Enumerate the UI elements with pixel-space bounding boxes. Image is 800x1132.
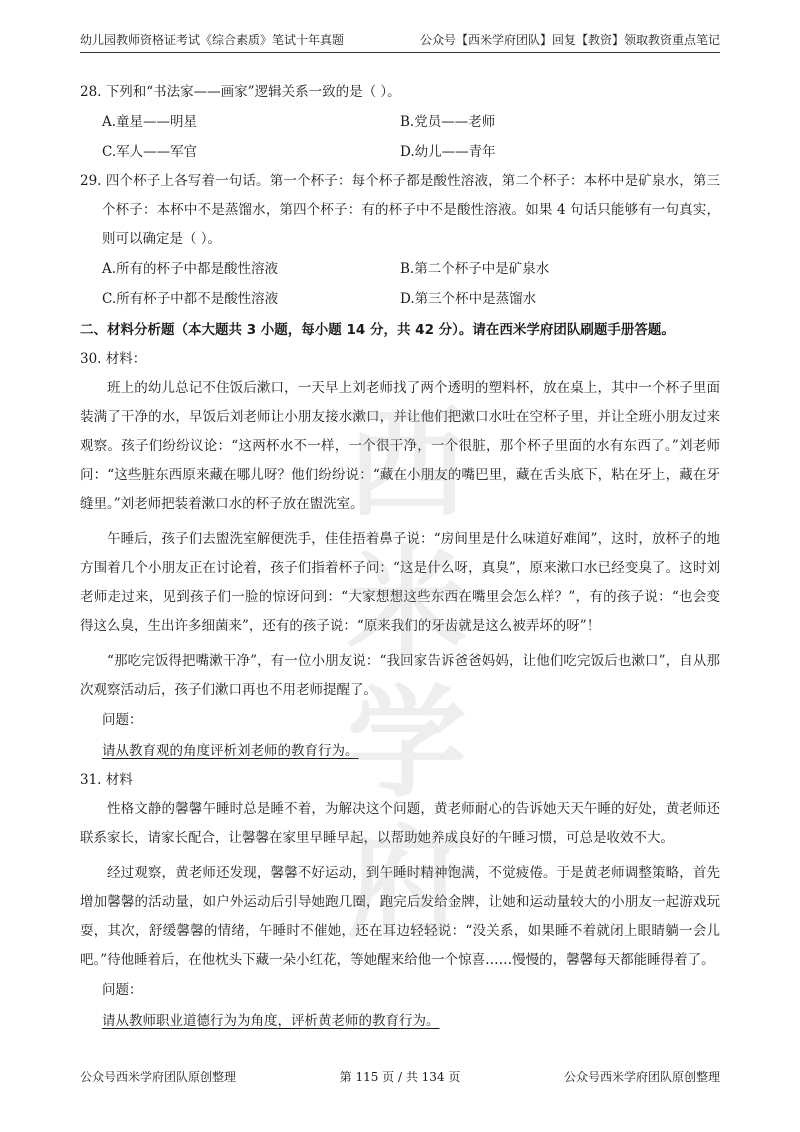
- q31-label: 31. 材料: [80, 772, 133, 788]
- q29-option-d: D.第三个杯中是蒸馏水: [400, 291, 537, 307]
- q30-paragraph: 午睡后，孩子们去盥洗室解便洗手，佳佳捂着鼻子说：“房间里是什么味道好难闻”，这时，放杯子的地方围着几个小朋友正在讨论着，孩子们指着杯子问：“这是什么呀，真臭”，原来漱口水已经变臭了。这时刘老师走过来，见到孩子们一脸的惊讶问到：“大家想想这些东西在嘴里会怎么样？”，有的孩子说：“也会变得这么臭，生出许多细菌来”，还有的孩子说：“原来我们的牙齿就是这么被弄坏的呀”！: [80, 531, 720, 634]
- page-content: [80, 78, 720, 1036]
- q29-stem: 29. 四个杯子上各写着一句话。第一个杯子：每个杯子都是酸性溶液，第二个杯子：本杯中是矿泉水，第三个杯子：本杯中不是蒸馏水，第四个杯子：有的杯子中不是酸性溶液。如果 4 句话只能够有一句真实，则可以确定是（ ）。: [80, 173, 720, 247]
- q29-option-b: B.第二个杯子中是矿泉水: [400, 261, 550, 277]
- header-right: 公众号【西米学府团队】回复【教资】领取教资重点笔记: [419, 33, 720, 47]
- q28-option-b: B.党员——老师: [400, 114, 496, 130]
- q31-task: [80, 1006, 720, 1036]
- q29-options-row-1: [80, 254, 720, 284]
- q28-option-d: D.幼儿——青年: [400, 144, 496, 160]
- footer-right: 公众号西米学府团队原创整理: [563, 1070, 720, 1084]
- q30-label: 30. 材料：: [80, 351, 147, 367]
- q29-options-row-2: [80, 284, 720, 314]
- q28-option-c: C.军人——军官: [102, 144, 198, 160]
- q31-paragraph: 性格文静的馨馨午睡时总是睡不着，为解决这个问题，黄老师耐心的告诉她天天午睡的好处，黄老师还联系家长，请家长配合，让馨馨在家里早睡早起，以帮助她养成良好的午睡习惯，可总是收效不大。: [80, 801, 720, 846]
- page-footer: [80, 1069, 720, 1085]
- q29-option-c: C.所有杯子中都不是酸性溶液: [102, 291, 279, 307]
- q31-paragraph: 经过观察，黄老师还发现，馨馨不好运动，到午睡时精神饱满，不觉疲倦。于是黄老师调整策略，首先增加馨馨的活动量，如户外运动后引导她跑几圈，跑完后发给金牌，让她和运动量较大的小朋友一起游戏玩耍，其次，舒缓馨馨的情绪，午睡时不催她，还在耳边轻轻说：“没关系，如果睡不着就闭上眼睛躺一会儿吧。”待他睡着后，在他枕头下藏一朵小红花，等她醒来给他一个惊喜……慢慢的，馨馨每天都能睡得着了。: [80, 865, 720, 968]
- q30-question-label: 问题：: [102, 712, 143, 728]
- q30-task-text: 请从教育观的角度评析刘老师的教育行为。: [102, 743, 359, 759]
- q31-task-text: 请从教师职业道德行为为角度，评析黄老师的教育行为。: [102, 1013, 440, 1029]
- page-number: 第 115 页 / 共 134 页: [339, 1070, 461, 1084]
- watermark: 西 米 学 府: [347, 395, 467, 954]
- header-left: 幼儿园教师资格证考试《综合素质》笔试十年真题: [80, 33, 345, 47]
- section-heading: 二、材料分析题（本大题共 3 小题，每小题 14 分，共 42 分）。请在西米学府团队刷题手册答题。: [80, 322, 675, 338]
- q28-options-row-1: [80, 107, 720, 137]
- q31-question-label: 问题：: [102, 982, 143, 998]
- q28-option-a: A.童星——明星: [102, 114, 198, 130]
- q28-options-row-2: [80, 137, 720, 167]
- q30-task: [80, 736, 720, 766]
- q30-paragraph: “那吃完饭得把嘴漱干净”，有一位小朋友说：“我回家告诉爸爸妈妈，让他们吃完饭后也漱口”，自从那次观察活动后，孩子们漱口再也不用老师提醒了。: [80, 653, 720, 698]
- q28-stem: 28. 下列和“书法家——画家”逻辑关系一致的是（ ）。: [80, 84, 401, 100]
- page-header: [80, 32, 720, 53]
- q29-option-a: A.所有的杯子中都是酸性溶液: [102, 261, 279, 277]
- footer-left: 公众号西米学府团队原创整理: [80, 1070, 237, 1084]
- q30-paragraph: 班上的幼儿总记不住饭后漱口，一天早上刘老师找了两个透明的塑料杯，放在桌上，其中一个杯子里面装满了干净的水，早饭后刘老师让小朋友接水漱口，并让他们把漱口水吐在空杯子里，并让全班小朋友过来观察。孩子们纷纷议论：“这两杯水不一样，一个很干净，一个很脏，那个杯子里面的水有东西了。”刘老师问：“这些脏东西原来藏在哪儿呀？他们纷纷说：“藏在小朋友的嘴巴里，藏在舌头底下，粘在牙上，藏在牙缝里。”刘老师把装着漱口水的杯子放在盥洗室。: [80, 380, 720, 512]
